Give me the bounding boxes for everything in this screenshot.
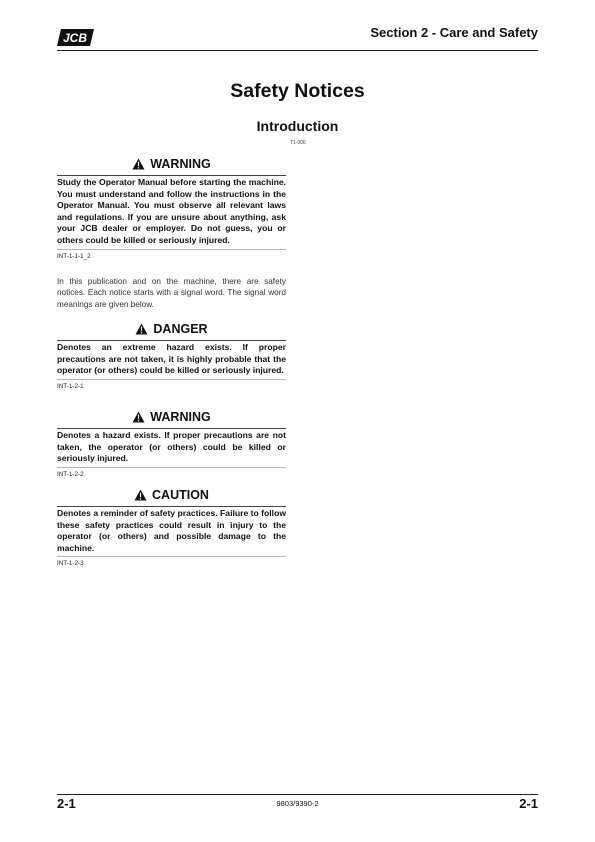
notice-heading	[57, 320, 286, 338]
warning-triangle-icon	[132, 158, 145, 170]
notice-bottom-rule	[57, 556, 286, 557]
notice-text: Denotes a reminder of safety practices. Failure to follow these safety practices could result in injury to the operator (or others) and possible damage to the machine.	[57, 508, 286, 553]
notice-heading	[57, 155, 286, 173]
logo-text: JCB	[62, 31, 88, 45]
page-title: Safety Notices	[230, 80, 365, 102]
jcb-logo	[57, 28, 95, 47]
warning-triangle-icon	[132, 411, 145, 423]
warning-triangle-icon	[135, 323, 148, 335]
footer-divider	[57, 794, 538, 795]
signal-word: WARNING	[150, 410, 211, 424]
page-number-right: 2-1	[519, 796, 538, 811]
notice-heading	[57, 408, 286, 426]
header-divider	[57, 50, 538, 51]
notice-text: Study the Operator Manual before starting the machine. You must understand and follow the instructions in the Operator Manual. You must observe all relevant laws and regulations. If you are unsure about anything, ask your JCB dealer or employer. Do not guess, you or others could be killed or seriously injured.	[57, 177, 286, 245]
section-subtitle: Introduction	[256, 118, 339, 134]
caution-notice	[57, 486, 286, 567]
reference-code: T1-006	[290, 140, 306, 146]
notice-text: Denotes a hazard exists. If proper precautions are not taken, the operator (or others) could be killed or seriously injured.	[57, 430, 286, 464]
notice-text: Denotes an extreme hazard exists. If proper precautions are not taken, it is highly probable that the operator (or others) could be killed or seriously injured.	[57, 342, 286, 376]
section-title: Section 2 - Care and Safety	[370, 25, 538, 40]
notice-code: INT-1-2-2	[57, 470, 84, 478]
warning-triangle-icon	[134, 489, 147, 501]
signal-word: WARNING	[150, 157, 211, 171]
document-number: 9803/9390-2	[276, 799, 319, 808]
intro-paragraph: In this publication and on the machine, there are safety notices. Each notice starts with a signal word. The signal word meanings are given below.	[57, 277, 286, 309]
warning-notice	[57, 155, 286, 260]
notice-bottom-rule	[57, 467, 286, 468]
notice-bottom-rule	[57, 249, 286, 250]
signal-word: DANGER	[153, 322, 208, 336]
signal-word: CAUTION	[152, 488, 209, 502]
page-number-left: 2-1	[57, 796, 76, 811]
warning-notice	[57, 408, 286, 478]
notice-bottom-rule	[57, 379, 286, 380]
notice-code: INT-1-1-1_2	[57, 252, 91, 260]
notice-code: INT-1-2-3	[57, 560, 84, 568]
notice-code: INT-1-2-1	[57, 382, 84, 390]
danger-notice	[57, 320, 286, 390]
notice-heading	[57, 486, 286, 504]
